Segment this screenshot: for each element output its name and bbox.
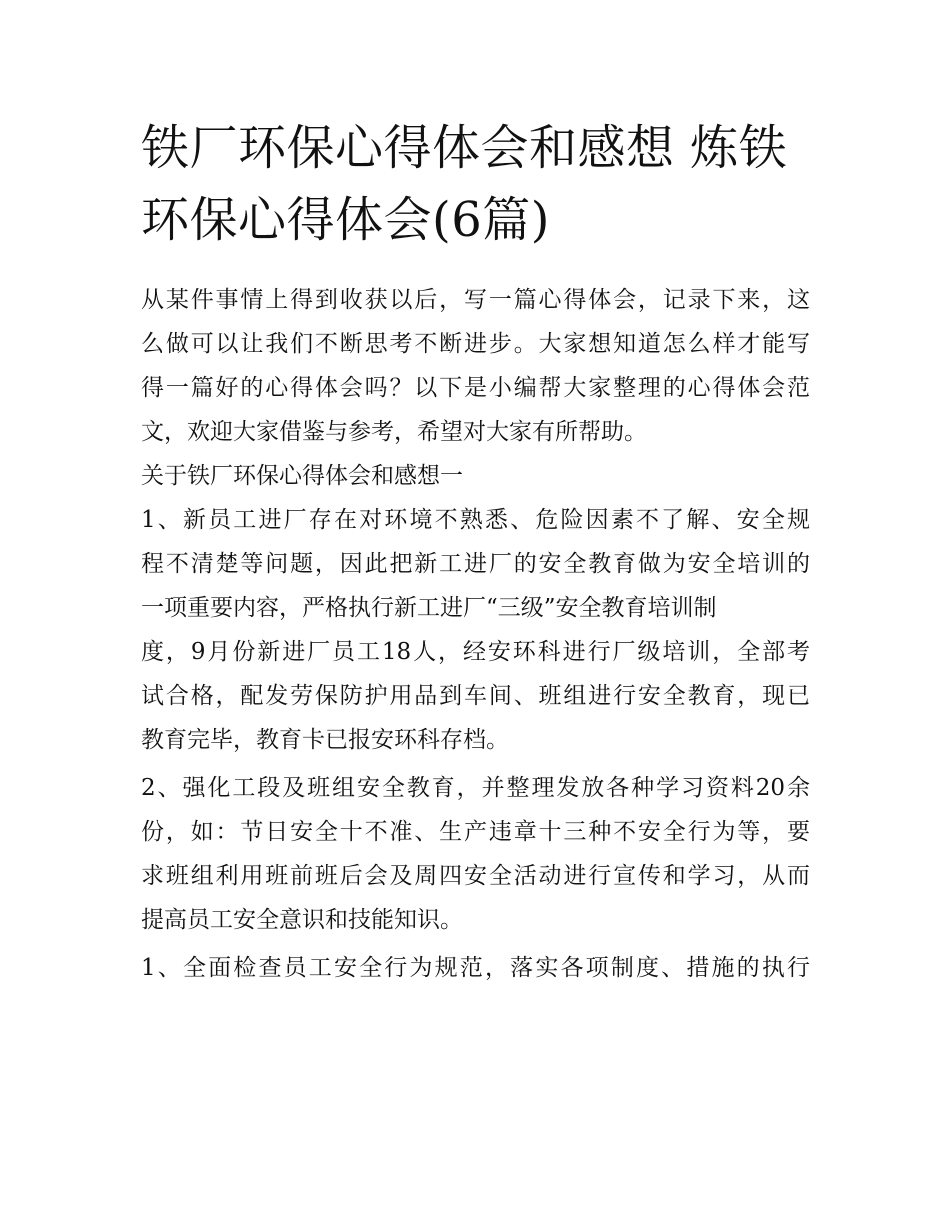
item-line: 教育完毕，教育卡已报安环科存档。 <box>141 727 509 753</box>
title-line: 环保心得体会(6篇) <box>141 192 550 248</box>
intro-paragraph <box>141 278 810 454</box>
list-item-1 <box>141 498 810 762</box>
item-line: 1、全面检查员工安全行为规范，落实各项制度、措施的执行 <box>141 955 810 981</box>
list-item-2 <box>141 766 810 942</box>
list-item-3 <box>141 946 810 990</box>
item-line: 1、新员工进厂存在对环境不熟悉、危险因素不了解、安全规 <box>141 507 810 533</box>
intro-line: 得一篇好的心得体会吗？以下是小编帮大家整理的心得体会范 <box>141 375 810 401</box>
intro-line: 么做可以让我们不断思考不断进步。大家想知道怎么样才能写 <box>141 331 810 357</box>
item-line: 提高员工安全意识和技能知识。 <box>141 907 463 933</box>
item-line: 一项重要内容，严格执行新工进厂“三级”安全教育培训制 <box>141 595 717 621</box>
item-line: 份，如：节日安全十不准、生产违章十三种不安全行为等，要 <box>141 819 810 845</box>
title-line: 铁厂环保心得体会和感想 炼铁 <box>141 120 788 176</box>
section-heading: 关于铁厂环保心得体会和感想一 <box>141 463 463 489</box>
intro-line: 从某件事情上得到收获以后，写一篇心得体会，记录下来，这 <box>141 287 810 313</box>
item-line: 求班组利用班前班后会及周四安全活动进行宣传和学习，从而 <box>141 863 810 889</box>
intro-line: 文，欢迎大家借鉴与参考，希望对大家有所帮助。 <box>141 419 647 445</box>
item-line: 度，9月份新进厂员工18人，经安环科进行厂级培训，全部考 <box>141 639 810 665</box>
item-line: 程不清楚等问题，因此把新工进厂的安全教育做为安全培训的 <box>141 551 810 577</box>
item-line: 2、强化工段及班组安全教育，并整理发放各种学习资料20余 <box>141 775 810 801</box>
document-title <box>141 112 810 256</box>
item-line: 试合格，配发劳保防护用品到车间、班组进行安全教育，现已 <box>141 683 810 709</box>
